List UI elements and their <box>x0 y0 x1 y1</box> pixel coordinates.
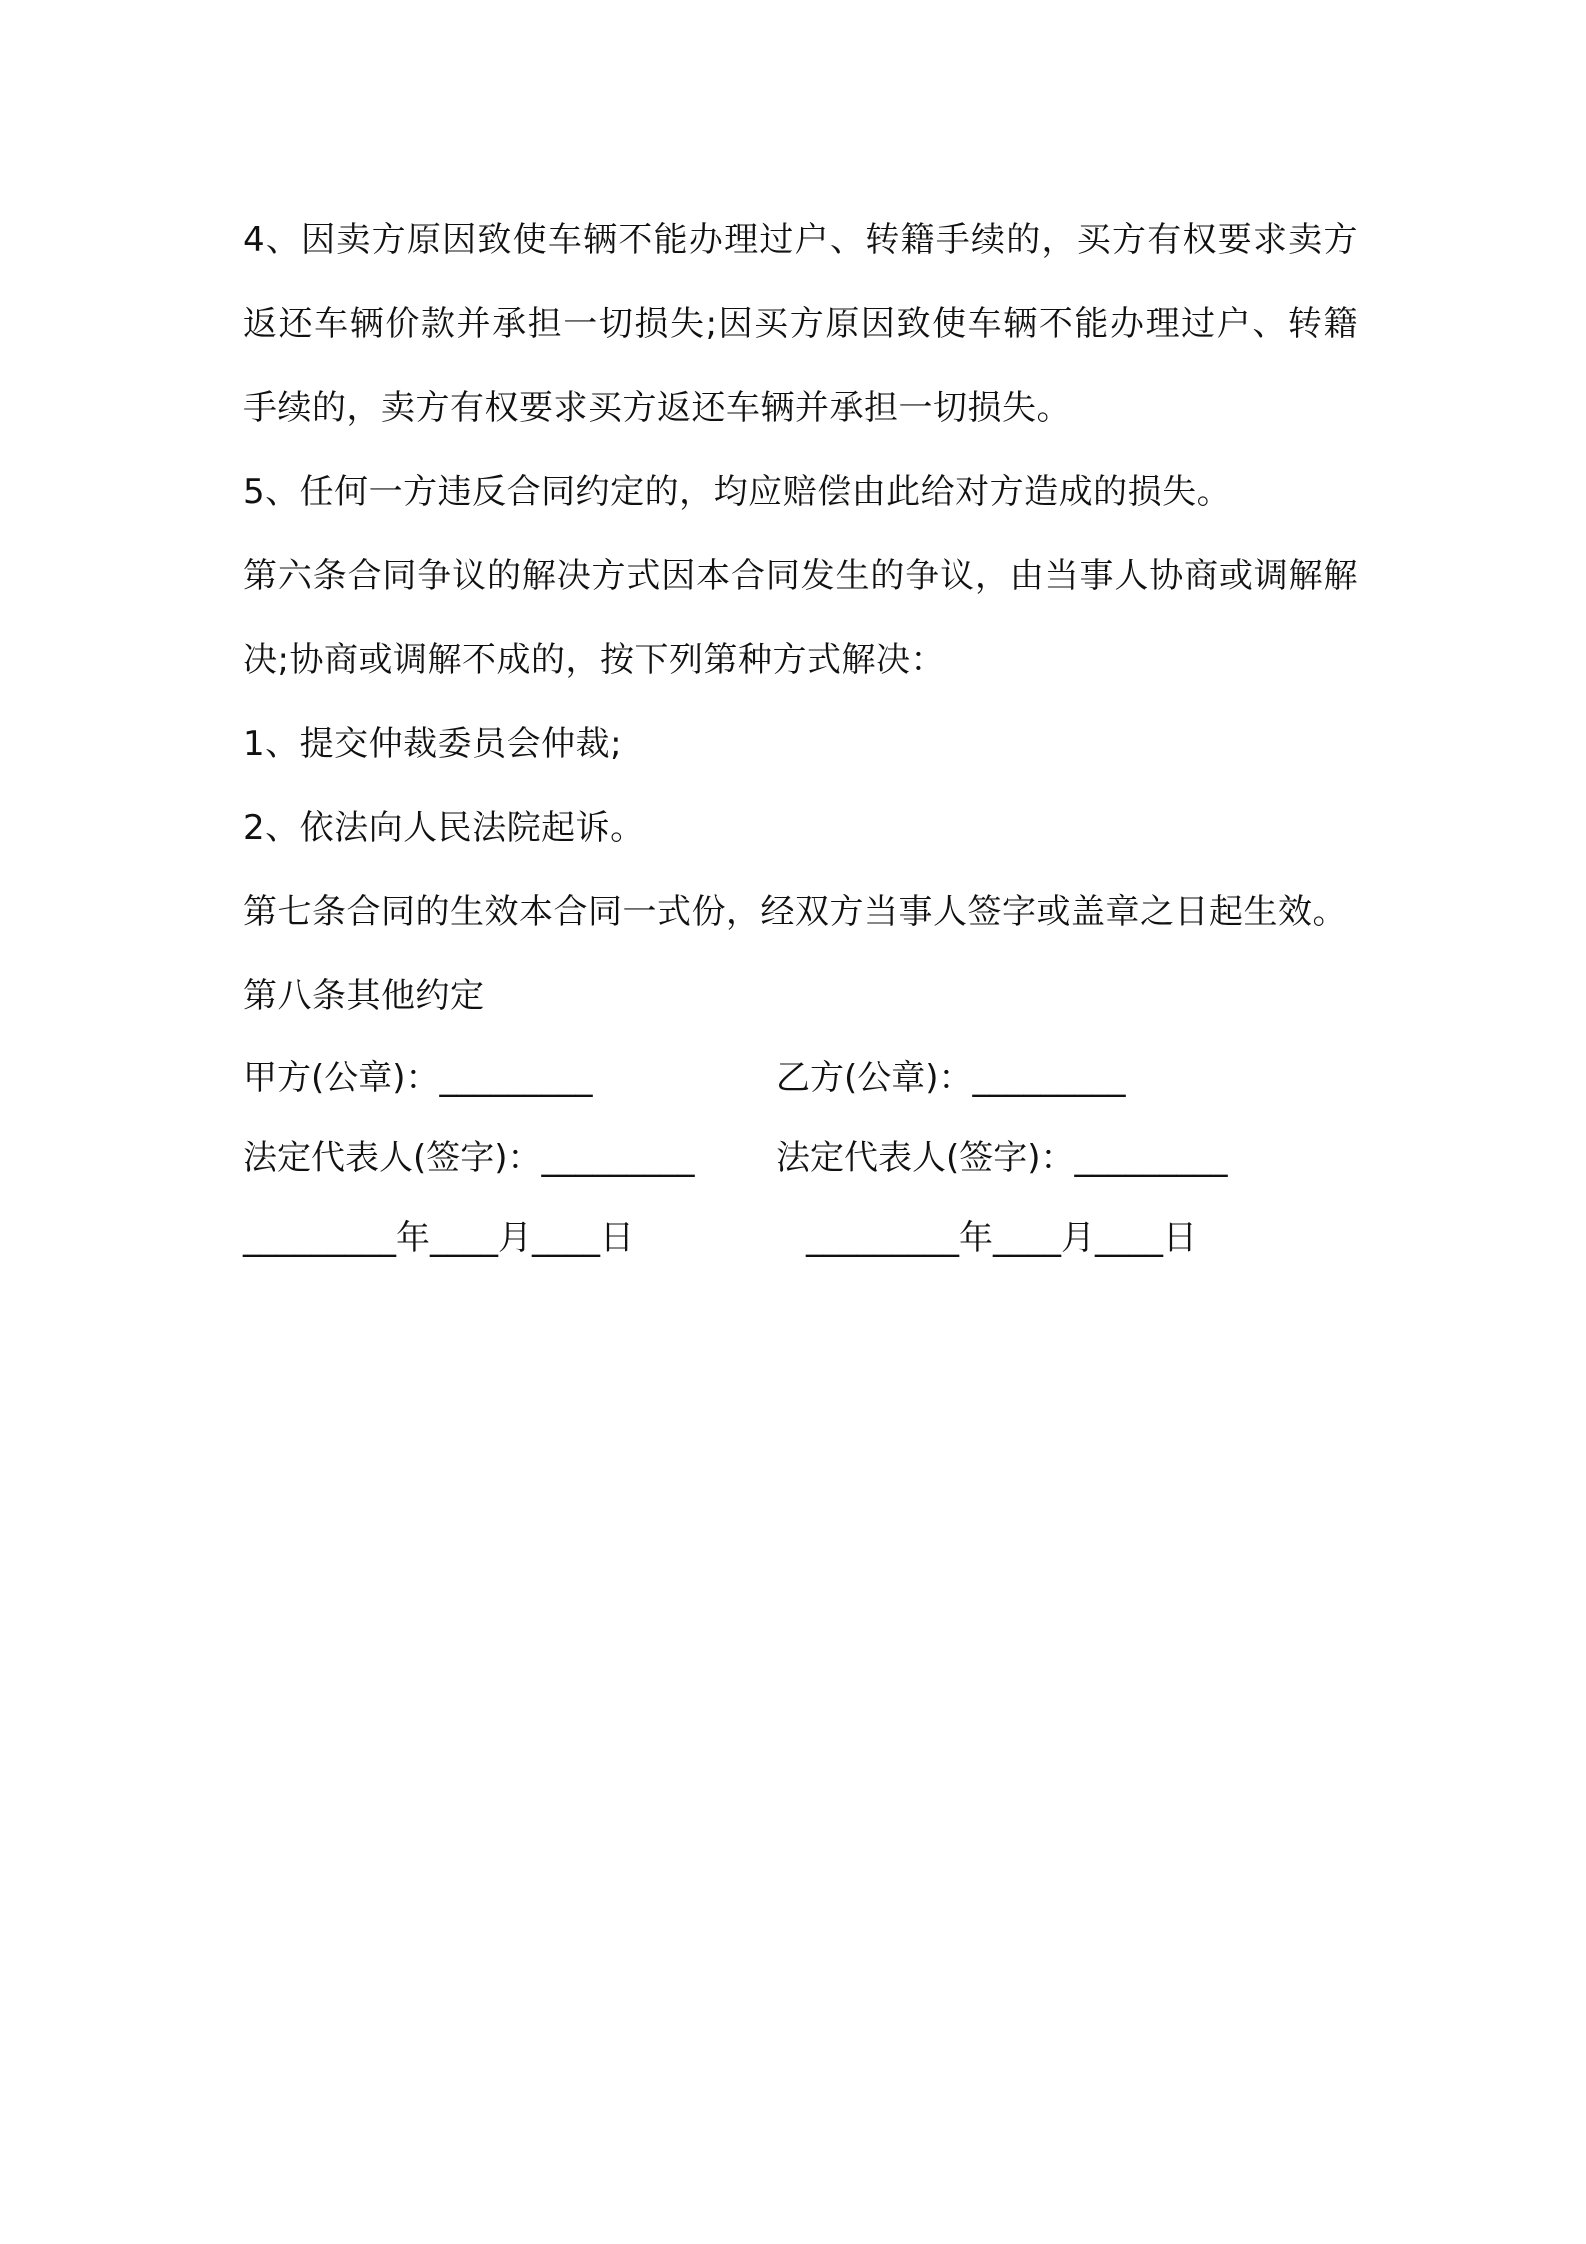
clause-4-paragraph: 4、因卖方原因致使车辆不能办理过户、转籍手续的，买方有权要求卖方返还车辆价款并承担一切损失;因买方原因致使车辆不能办理过户、转籍手续的，卖方有权要求买方返还车辆并承担一切损失。 <box>243 220 1358 428</box>
article-7-paragraph: 第七条合同的生效本合同一式份，经双方当事人签字或盖章之日起生效。 <box>243 892 1347 932</box>
article-8-heading: 第八条其他约定 <box>243 976 485 1016</box>
option-2-paragraph: 2、依法向人民法院起诉。 <box>243 808 645 848</box>
party-a-seal-field: 甲方(公章)：_________ <box>243 1058 593 1098</box>
option-1-paragraph: 1、提交仲裁委员会仲裁; <box>243 724 623 764</box>
article-6-paragraph: 第六条合同争议的解决方式因本合同发生的争议，由当事人协商或调解解决;协商或调解不成的，按下列第种方式解决： <box>243 556 1358 680</box>
seal-row <box>243 1038 1358 1118</box>
clause-5-paragraph: 5、任何一方违反合同约定的，均应赔偿由此给对方造成的损失。 <box>243 472 1232 512</box>
party-a-date-field: _________年____月____日 <box>243 1218 634 1258</box>
party-b-seal-field: 乙方(公章)：_________ <box>776 1058 1126 1098</box>
document-body <box>243 198 1358 1278</box>
representative-row <box>243 1118 1358 1198</box>
party-b-date-field: _________年____月____日 <box>806 1218 1197 1258</box>
party-a-representative-field: 法定代表人(签字)：_________ <box>243 1138 695 1178</box>
party-b-representative-field: 法定代表人(签字)：_________ <box>776 1138 1228 1178</box>
date-row <box>243 1198 1358 1278</box>
